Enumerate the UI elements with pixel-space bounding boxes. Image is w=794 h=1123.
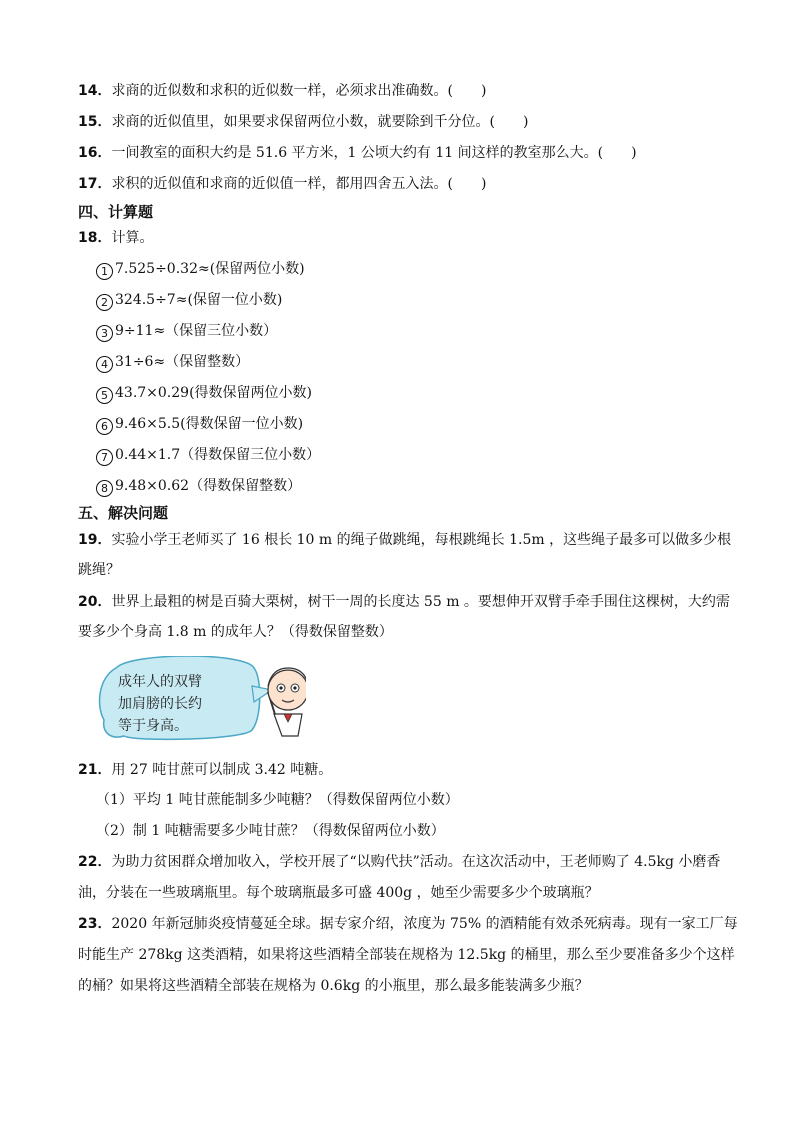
- question-18: [78, 228, 153, 248]
- question-21-part-2: （2）制 1 吨糖需要多少吨甘蔗？（得数保留两位小数）: [96, 823, 445, 839]
- question-number: 21．: [78, 762, 112, 778]
- calc-text: 9.48×0.62（得数保留整数）: [115, 478, 302, 494]
- bubble-line-2: 加肩膀的长约: [118, 696, 202, 712]
- teacher-illustration: [96, 656, 306, 746]
- question-text: 实验小学王老师买了 16 根长 10 m 的绳子做跳绳，每根跳绳长 1.5m ，这些绳子最多可以做多少根: [111, 532, 732, 548]
- circled-number: 1: [96, 263, 113, 280]
- calc-item: [96, 445, 320, 466]
- question-16: [78, 143, 637, 163]
- calc-text: 0.44×1.7（得数保留三位小数）: [115, 447, 321, 463]
- circled-number: 2: [96, 294, 113, 311]
- circled-number: 4: [96, 356, 113, 373]
- question-text: 2020 年新冠肺炎疫情蔓延全球。据专家介绍，浓度为 75% 的酒精能有效杀死病毒。现有一家工厂每: [111, 916, 738, 932]
- question-19-continued: 跳绳？: [78, 562, 120, 578]
- question-text: 计算。: [111, 230, 154, 246]
- question-20-continued: 要多少个身高 1.8 m 的成年人？（得数保留整数）: [78, 624, 393, 640]
- question-number: 15．: [78, 114, 112, 130]
- question-number: 22．: [78, 854, 112, 870]
- question-number: 23．: [78, 916, 112, 932]
- calc-text: 31÷6≈（保留整数）: [115, 354, 250, 370]
- calc-item: [96, 352, 249, 373]
- circled-number: 6: [96, 418, 113, 435]
- question-text: 为助力贫困群众增加收入，学校开展了“以购代扶”活动。在这次活动中，王老师购了 4.5kg 小磨香: [111, 854, 721, 870]
- bubble-line-3: 等于身高。: [118, 718, 188, 734]
- calc-item: [96, 321, 277, 342]
- bubble-line-1: 成年人的双臂: [118, 674, 202, 690]
- question-23-continued-1: 时能生产 278kg 这类酒精，如果将这些酒精全部装在规格为 12.5kg 的桶里，那么至少要准备多少个这样: [78, 947, 735, 963]
- question-text: 求积的近似值和求商的近似值一样，都用四舍五入法。( ): [111, 176, 487, 192]
- calc-text: 9÷11≈（保留三位小数）: [115, 323, 278, 339]
- question-number: 16．: [78, 145, 112, 161]
- question-text: 求商的近似数和求积的近似数一样，必须求出准确数。( ): [111, 83, 487, 99]
- circled-number: 7: [96, 449, 113, 466]
- circled-number: 3: [96, 325, 113, 342]
- question-number: 18．: [78, 230, 112, 246]
- question-text: 用 27 吨甘蔗可以制成 3.42 吨糖。: [111, 762, 333, 778]
- question-14: [78, 81, 486, 101]
- boy-cartoon-icon: [268, 668, 306, 736]
- calc-item: [96, 259, 305, 280]
- question-number: 17．: [78, 176, 112, 192]
- section-heading-word-problems: 五、解决问题: [78, 504, 169, 522]
- calc-text: 7.525÷0.32≈(保留两位小数): [115, 261, 305, 277]
- question-number: 20．: [78, 594, 112, 610]
- calc-item: [96, 414, 303, 435]
- question-22: [78, 852, 720, 872]
- question-15: [78, 112, 528, 132]
- question-17: [78, 174, 486, 194]
- question-text: 一间教室的面积大约是 51.6 平方米，1 公顷大约有 11 间这样的教室那么大。( ): [111, 145, 637, 161]
- circled-number: 5: [96, 387, 113, 404]
- question-21-part-1: （1）平均 1 吨甘蔗能制多少吨糖？（得数保留两位小数）: [96, 792, 459, 808]
- section-heading-calculation: 四、计算题: [78, 203, 154, 221]
- question-23: [78, 914, 738, 934]
- question-21: [78, 760, 332, 780]
- question-23-continued-2: 的桶？如果将这些酒精全部装在规格为 0.6kg 的小瓶里，那么最多能装满多少瓶？: [78, 978, 589, 994]
- question-number: 14．: [78, 83, 112, 99]
- calc-text: 9.46×5.5(得数保留一位小数): [115, 416, 304, 432]
- question-19: [78, 530, 731, 550]
- calc-text: 324.5÷7≈(保留一位小数): [115, 292, 283, 308]
- question-text: 求商的近似值里，如果要求保留两位小数，就要除到千分位。( ): [111, 114, 529, 130]
- circled-number: 8: [96, 480, 113, 497]
- calc-text: 43.7×0.29(得数保留两位小数): [115, 385, 312, 401]
- calc-item: [96, 383, 312, 404]
- question-number: 19．: [78, 532, 112, 548]
- question-text: 世界上最粗的树是百骑大栗树，树干一周的长度达 55 m 。要想伸开双臂手牵手围住这棵树，大约需: [111, 594, 730, 610]
- calc-item: [96, 476, 301, 497]
- calc-item: [96, 290, 282, 311]
- question-20: [78, 592, 730, 612]
- question-22-continued: 油，分装在一些玻璃瓶里。每个玻璃瓶最多可盛 400g ，她至少需要多少个玻璃瓶？: [78, 885, 599, 901]
